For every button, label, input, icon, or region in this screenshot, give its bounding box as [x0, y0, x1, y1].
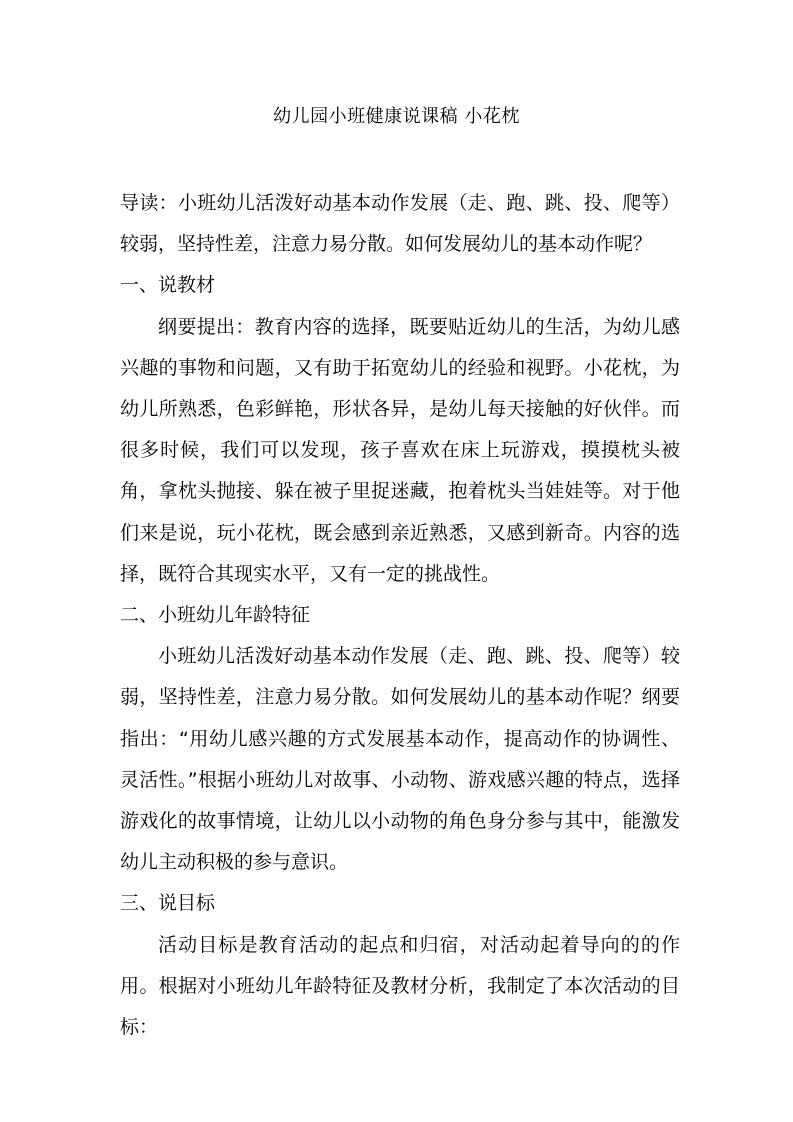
- section-heading-age-characteristics: 二、小班幼儿年龄特征: [120, 604, 311, 627]
- document-body: [120, 183, 680, 1048]
- section-paragraph-objectives: 活动目标是教育活动的起点和归宿，对活动起着导向的的作用。根据对小班幼儿年龄特征及教材分析，我制定了本次活动的目标：: [120, 933, 680, 1039]
- section-heading-teaching-material: 一、说教材: [120, 274, 216, 297]
- section-paragraph-teaching-material: 纲要提出：教育内容的选择，既要贴近幼儿的生活，为幼儿感兴趣的事物和问题，又有助于拓宽幼儿的经验和视野。小花枕，为幼儿所熟悉，色彩鲜艳，形状各异，是幼儿每天接触的好伙伴。而很多时候，我们可以发现，孩子喜欢在床上玩游戏，摸摸枕头被角，拿枕头抛接、躲在被子里捉迷藏，抱着枕头当娃娃等。对于他们来是说，玩小花枕，既会感到亲近熟悉，又感到新奇。内容的选择，既符合其现实水平，又有一定的挑战性。: [120, 315, 680, 585]
- intro-paragraph: 导读：小班幼儿活泼好动基本动作发展（走、跑、跳、投、爬等）较弱，坚持性差，注意力易分散。如何发展幼儿的基本动作呢？: [120, 192, 680, 256]
- document-title: 幼儿园小班健康说课稿 小花枕: [273, 106, 520, 127]
- section-paragraph-age-characteristics: 小班幼儿活泼好动基本动作发展（走、跑、跳、投、爬等）较弱，坚持性差，注意力易分散。如何发展幼儿的基本动作呢？纲要指出：“用幼儿感兴趣的方式发展基本动作，提高动作的协调性、灵活性。”根据小班幼儿对故事、小动物、游戏感兴趣的特点，选择游戏化的故事情境，让幼儿以小动物的角色身分参与其中，能激发幼儿主动积极的参与意识。: [120, 645, 680, 874]
- section-heading-objectives: 三、说目标: [120, 892, 216, 915]
